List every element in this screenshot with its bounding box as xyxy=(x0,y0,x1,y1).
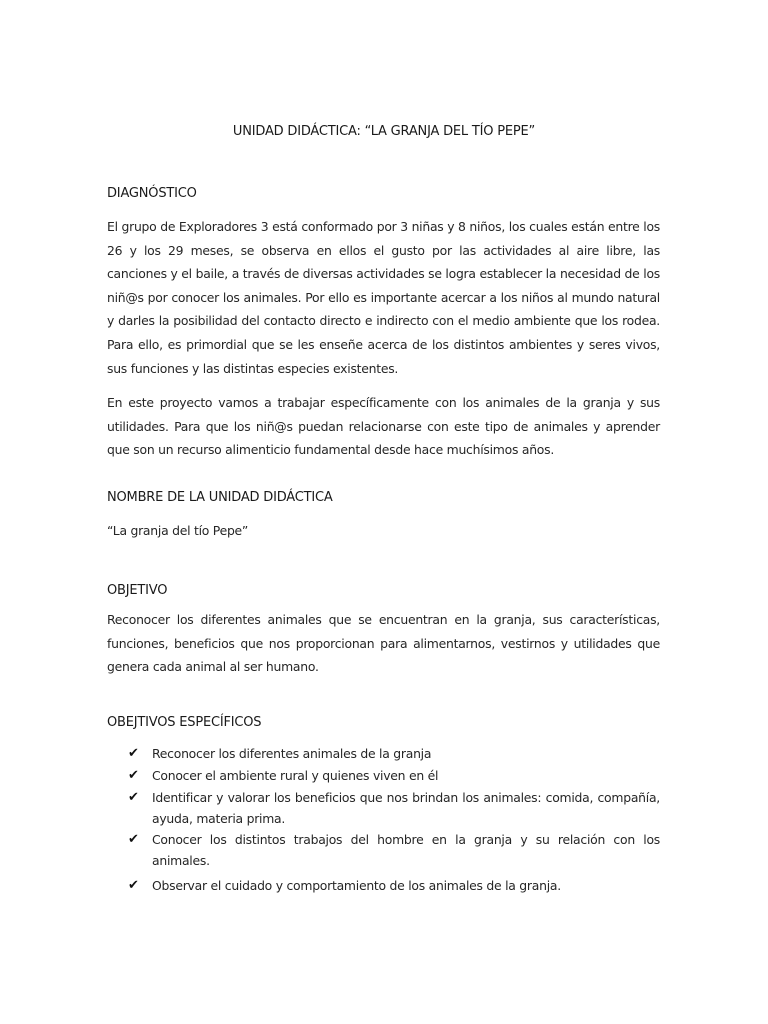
list-item-text: Conocer los distintos trabajos del hombre en la granja y su relación con los animales. xyxy=(152,832,660,868)
nombre-heading: NOMBRE DE LA UNIDAD DIDÁCTICA xyxy=(107,490,333,505)
checkmark-icon: ✔ xyxy=(128,768,139,783)
document-title: UNIDAD DIDÁCTICA: “LA GRANJA DEL TÍO PEPE” xyxy=(232,124,536,139)
checkmark-icon: ✔ xyxy=(128,878,139,893)
objetivo-text: Reconocer los diferentes animales que se encuentran en la granja, sus características, funciones, beneficios que nos proporcionan para alimentarnos, vestirnos y utilidades que genera cada animal al ser humano. xyxy=(107,612,660,675)
checkmark-icon: ✔ xyxy=(128,790,139,805)
diagnostico-paragraph-1: El grupo de Exploradores 3 está conformado por 3 niñas y 8 niños, los cuales están entre los 26 y los 29 meses, se observa en ellos el gusto por las actividades al aire libre, las canciones y el baile, a través de diversas actividades se logra establecer la necesidad de los niñ@s por conocer los animales. Por ello es importante acercar a los niños al mundo natural y darles la posibilidad del contacto directo e indirecto con el medio ambiente que los rodea. Para ello, es primordial que se les enseñe acerca de los distintos ambientes y seres vivos, sus funciones y las distintas especies existentes. xyxy=(107,219,660,376)
checkmark-icon: ✔ xyxy=(128,746,139,761)
objetivos-especificos-heading: OBEJTIVOS ESPECÍFICOS xyxy=(107,715,262,730)
diagnostico-paragraph-2: En este proyecto vamos a trabajar específicamente con los animales de la granja y sus utilidades. Para que los niñ@s puedan relacionarse con este tipo de animales y aprender que son un recurso alimenticio fundamental desde hace muchísimos años. xyxy=(107,395,660,458)
objetivo-heading: OBJETIVO xyxy=(107,583,168,598)
list-item-text: Observar el cuidado y comportamiento de los animales de la granja. xyxy=(152,878,561,893)
list-item-text: Identificar y valorar los beneficios que nos brindan los animales: comida, compañía, ayuda, materia prima. xyxy=(152,790,660,826)
nombre-text: “La granja del tío Pepe” xyxy=(107,523,249,538)
list-item-text: Conocer el ambiente rural y quienes viven en él xyxy=(152,768,439,783)
list-item-text: Reconocer los diferentes animales de la granja xyxy=(152,746,432,761)
diagnostico-heading: DIAGNÓSTICO xyxy=(107,186,197,201)
checkmark-icon: ✔ xyxy=(128,832,139,847)
